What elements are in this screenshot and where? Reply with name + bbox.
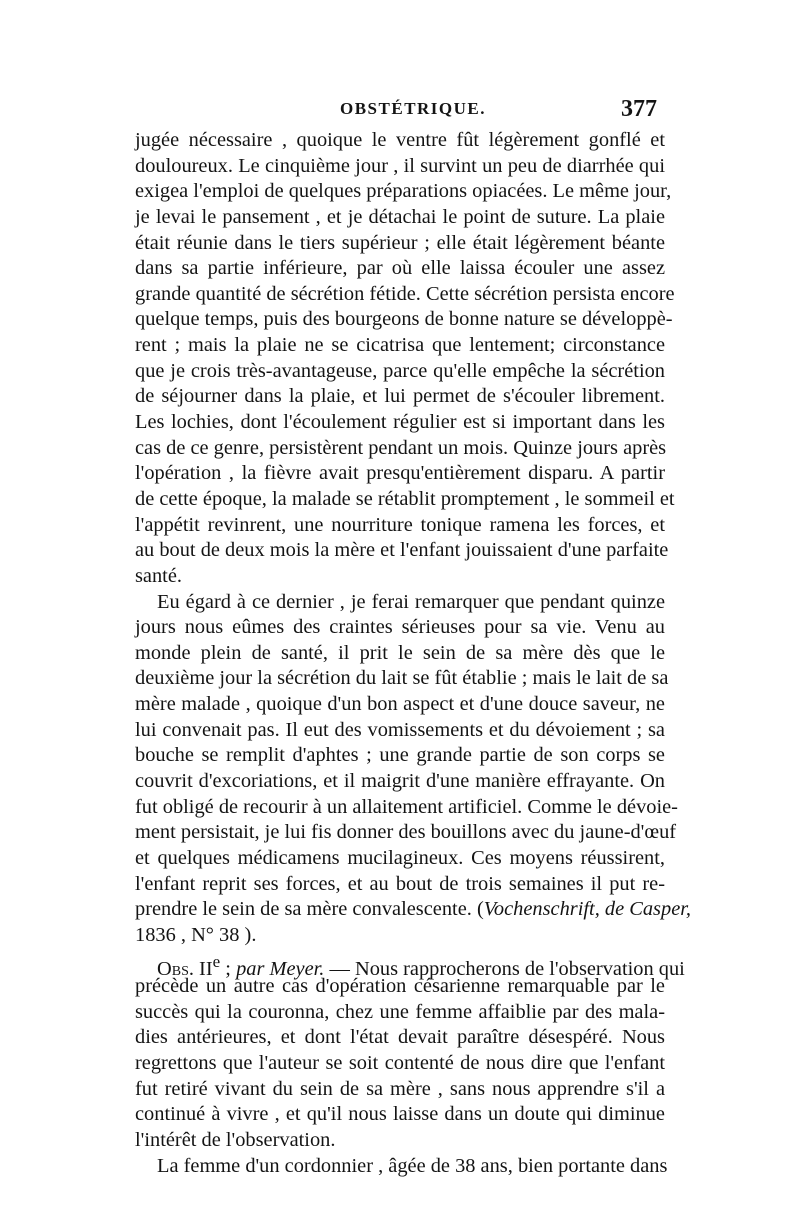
text-line: couvrit d'excoriations, et il maigrit d'une manière effrayante. On: [135, 770, 665, 793]
text-line: l'appétit revinrent, une nourriture tonique ramena les forces, et: [135, 513, 665, 536]
text-line: dans sa partie inférieure, par où elle laissa écouler une assez: [135, 257, 665, 280]
text-line: La femme d'un cordonnier , âgée de 38 ans, bien portante dans: [157, 1154, 668, 1177]
text-line: fut obligé de recourir à un allaitement artificiel. Comme le dévoie-: [135, 795, 678, 818]
text-line: l'enfant reprit ses forces, et au bout de trois semaines il put re-: [135, 872, 665, 895]
text-line: 1836 , N° 38 ).: [135, 923, 257, 946]
text-line: grande quantité de sécrétion fétide. Cette sécrétion persista encore: [135, 282, 675, 305]
text-line: succès qui la couronna, chez une femme affaiblie par des mala-: [135, 1000, 665, 1023]
author-italic: par Meyer.: [236, 957, 325, 980]
text-line: deuxième jour la sécrétion du lait se fût établie ; mais le lait de sa: [135, 667, 669, 690]
text-segment: ;: [220, 957, 237, 980]
page-number: 377: [621, 96, 657, 122]
text-line: [135, 949, 685, 980]
text-line: continué à vivre , et qu'il nous laisse dans un doute qui diminue: [135, 1103, 665, 1126]
text-line: santé.: [135, 564, 182, 587]
text-line: [135, 897, 692, 923]
superscript: e: [212, 951, 221, 971]
text-line: était réunie dans le tiers supérieur ; elle était légèrement béante: [135, 231, 665, 254]
observation-label: Obs. II: [157, 957, 213, 980]
text-line: précède un autre cas d'opération césarienne remarquable par le: [135, 975, 665, 998]
text-line: regrettons que l'auteur se soit contenté de nous dire que l'enfant: [135, 1052, 665, 1075]
text-line: que je crois très-avantageuse, parce qu'elle empêche la sécrétion: [135, 359, 665, 382]
text-segment: prendre le sein de sa mère convalescente. (: [135, 898, 484, 921]
text-line: mère malade , quoique d'un bon aspect et d'une douce saveur, ne: [135, 693, 665, 716]
text-line: l'opération , la fièvre avait presqu'entièrement disparu. A partir: [135, 462, 665, 485]
text-line: exigea l'emploi de quelques préparations opiacées. Le même jour,: [135, 180, 672, 203]
text-line: bouche se remplit d'aphtes ; une grande partie de son corps se: [135, 744, 665, 767]
text-line: au bout de deux mois la mère et l'enfant jouissaient d'une parfaite: [135, 539, 669, 562]
text-line: l'intérêt de l'observation.: [135, 1128, 336, 1151]
page-body: [135, 128, 692, 1179]
text-line: ment persistait, je lui fis donner des bouillons avec du jaune-d'œuf: [135, 821, 677, 844]
text-line: jours nous eûmes des craintes sérieuses pour sa vie. Venu au: [135, 616, 665, 639]
text-line: cas de ce genre, persistèrent pendant un mois. Quinze jours après: [135, 436, 667, 459]
text-line: lui convenait pas. Il eut des vomissements et du dévoiement ; sa: [135, 718, 665, 741]
text-line: dies antérieures, et dont l'état devait paraître désespéré. Nous: [135, 1026, 665, 1049]
text-segment: — Nous rapprocherons de l'observation qui: [324, 957, 685, 980]
text-line: et quelques médicamens mucilagineux. Ces moyens réussirent,: [135, 846, 665, 869]
text-line: fut retiré vivant du sein de sa mère , sans nous apprendre s'il a: [135, 1077, 665, 1100]
text-line: Eu égard à ce dernier , je ferai remarquer que pendant quinze: [157, 590, 665, 613]
text-line: quelque temps, puis des bourgeons de bonne nature se développè-: [135, 308, 673, 331]
page-header: [135, 96, 665, 125]
text-line: de séjourner dans la plaie, et lui permet de s'écouler librement.: [135, 385, 665, 408]
text-line: monde plein de santé, il prit le sein de sa mère dès que le: [135, 641, 665, 664]
text-line: rent ; mais la plaie ne se cicatrisa que lentement; circonstance: [135, 334, 665, 357]
text-line: de cette époque, la malade se rétablit promptement , le sommeil et: [135, 487, 675, 510]
text-line: Les lochies, dont l'écoulement régulier est si important dans les: [135, 411, 665, 434]
text-line: jugée nécessaire , quoique le ventre fût légèrement gonflé et: [135, 129, 665, 151]
citation-italic: Vochenschrift, de Casper,: [483, 898, 692, 921]
text-line: je levai le pansement , et je détachai le point de suture. La plaie: [135, 205, 665, 228]
running-head: OBSTÉTRIQUE.: [340, 99, 487, 118]
text-line: douloureux. Le cinquième jour , il survint un peu de diarrhée qui: [135, 154, 665, 177]
